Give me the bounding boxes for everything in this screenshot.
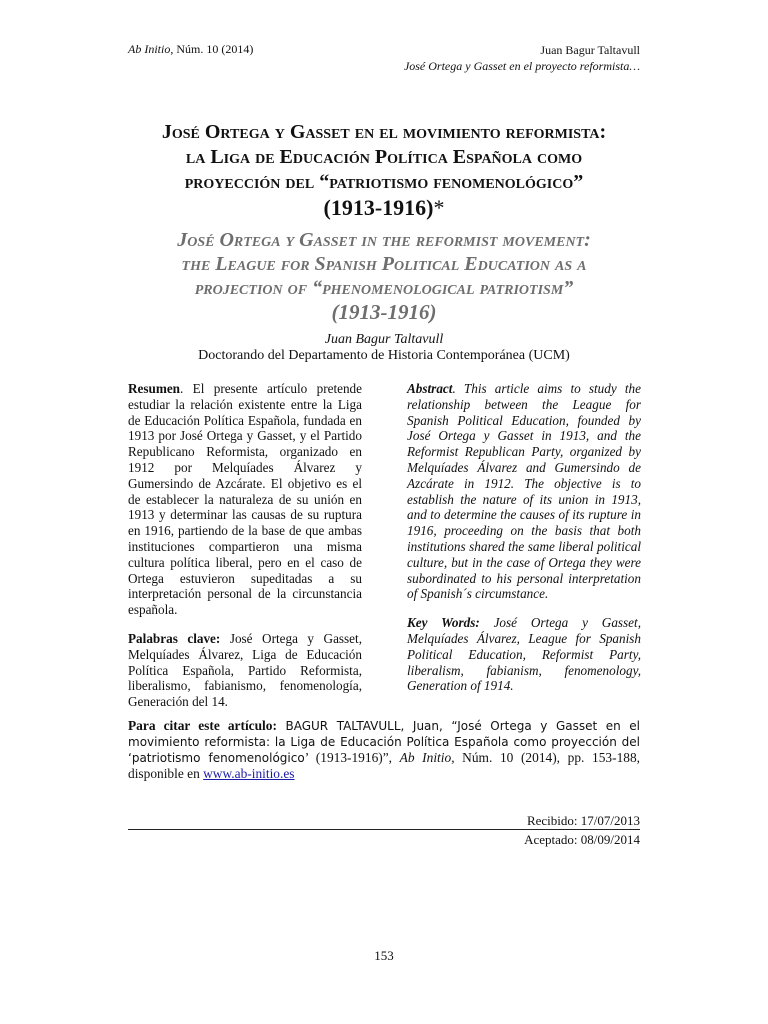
journal-website-link[interactable]: www.ab-initio.es: [203, 766, 295, 781]
abstract-paragraph: [407, 381, 641, 602]
page-number: 153: [374, 948, 394, 963]
title-es-line-2: la Liga de Educación Política Española como: [185, 146, 583, 168]
divider-rule: [128, 829, 640, 830]
citation-title-part1: José Ortega y Gasset en el movimiento reformista: la Liga de Educación Política Española como proyección del ‘: [128, 719, 641, 765]
title-es-years-line: [100, 195, 668, 220]
palabras-clave-label: Palabras clave:: [128, 630, 221, 646]
citation-label: Para citar este artículo:: [128, 718, 277, 733]
received-date: Recibido: 17/07/2013: [526, 813, 640, 828]
key-words-text: José Ortega y Gasset, Melquíades Álvarez, League for Spanish Political Education, Reformist Party, liberalism, fabianism, fenomenology, Generation of 1914.: [407, 615, 641, 694]
citation-journal: Ab Initio: [399, 750, 452, 765]
running-header-left: [128, 42, 253, 57]
journal-issue: , Núm. 10 (2014): [170, 42, 254, 56]
palabras-clave-paragraph: [128, 631, 362, 710]
title-en-years: (1913-1916): [331, 300, 437, 324]
resumen-paragraph: [128, 381, 362, 618]
header-short-title: José Ortega y Gasset en el proyecto reformista…: [403, 59, 640, 73]
title-footnote-asterisk: *: [433, 195, 445, 220]
title-es-line-1: José Ortega y Gasset en el movimiento reformista:: [161, 121, 607, 143]
title-en-line-3: projection of “phenomenological patriotism”: [194, 277, 574, 299]
citation-block: [128, 718, 640, 782]
citation-author: BAGUR TALTAVULL, Juan, “: [276, 719, 458, 733]
abstract-english-column: [407, 381, 641, 707]
citation-title-part2: ’ (1913-1916: [304, 750, 379, 765]
palabras-clave-text: José Ortega y Gasset, Melquíades Álvarez, Liga de Educación Política Española, Partido Reformista, liberalismo, fabianismo, fenomenología, Generación del 14.: [128, 630, 362, 710]
resumen-text: . El presente artículo pretende estudiar la relación existente entre la Liga de Educación Política Española, fundada en 1913 por José Ortega y Gasset, y el Partido Republicano Reformista, organizado en 1912 por Melquíades Álvarez y Gumersindo de Azcárate. El objetivo es el de establecer la naturaleza de su unión en 1913 y determinar las causas de su ruptura en 1916, partiendo de la base de que ambas instituciones compartieron una misma cultura política liberal, pero en el caso de Ortega estuvieron supeditadas a su interpretación personal de la circunstancia española.: [128, 381, 362, 618]
abstract-spanish-column: [128, 381, 362, 723]
abstract-text: . This article aims to study the relationship between the League for Spanish Political Education, founded by José Ortega y Gasset in 1913, and the Reformist Republican Party, organized by Melquíades Álvarez and Gumersindo de Azcárate in 1912. The objective is to establish the nature of its union in 1913, and to determine the causes of its rupture in 1916, proceeding on the basis that both institutions shared the same liberal political culture, but in the case of Ortega they were subordinated to his personal interpretation of Spanish´s circumstance.: [407, 381, 641, 602]
resumen-label: Resumen: [128, 381, 181, 396]
author-name: Juan Bagur Taltavull: [324, 332, 444, 347]
citation-sans-term: patriotismo fenomenológico: [131, 751, 305, 765]
title-es-line-3: proyección del “patriotismo fenomenológico”: [184, 171, 584, 193]
citation-details: , Núm. 10 (2014), pp. 153-188, disponible en: [128, 750, 641, 781]
header-author: Juan Bagur Taltavull: [540, 43, 640, 57]
accepted-date: Aceptado: 08/09/2014: [524, 832, 640, 847]
title-english: [100, 228, 668, 324]
author-affiliation: Doctorando del Departamento de Historia Contemporánea (UCM): [198, 348, 570, 363]
title-spanish: [100, 120, 668, 220]
title-es-years: (1913-1916): [323, 195, 434, 220]
title-en-line-2: the League for Spanish Political Education as a: [181, 253, 587, 275]
running-header-right: [404, 42, 640, 74]
key-words-label: Key Words:: [407, 615, 480, 631]
citation-after-title: )”,: [378, 750, 400, 765]
title-en-line-1: José Ortega y Gasset in the reformist movement:: [177, 229, 591, 251]
journal-name: Ab Initio: [128, 42, 171, 56]
key-words-paragraph: [407, 615, 641, 694]
abstract-label: Abstract: [407, 381, 453, 396]
